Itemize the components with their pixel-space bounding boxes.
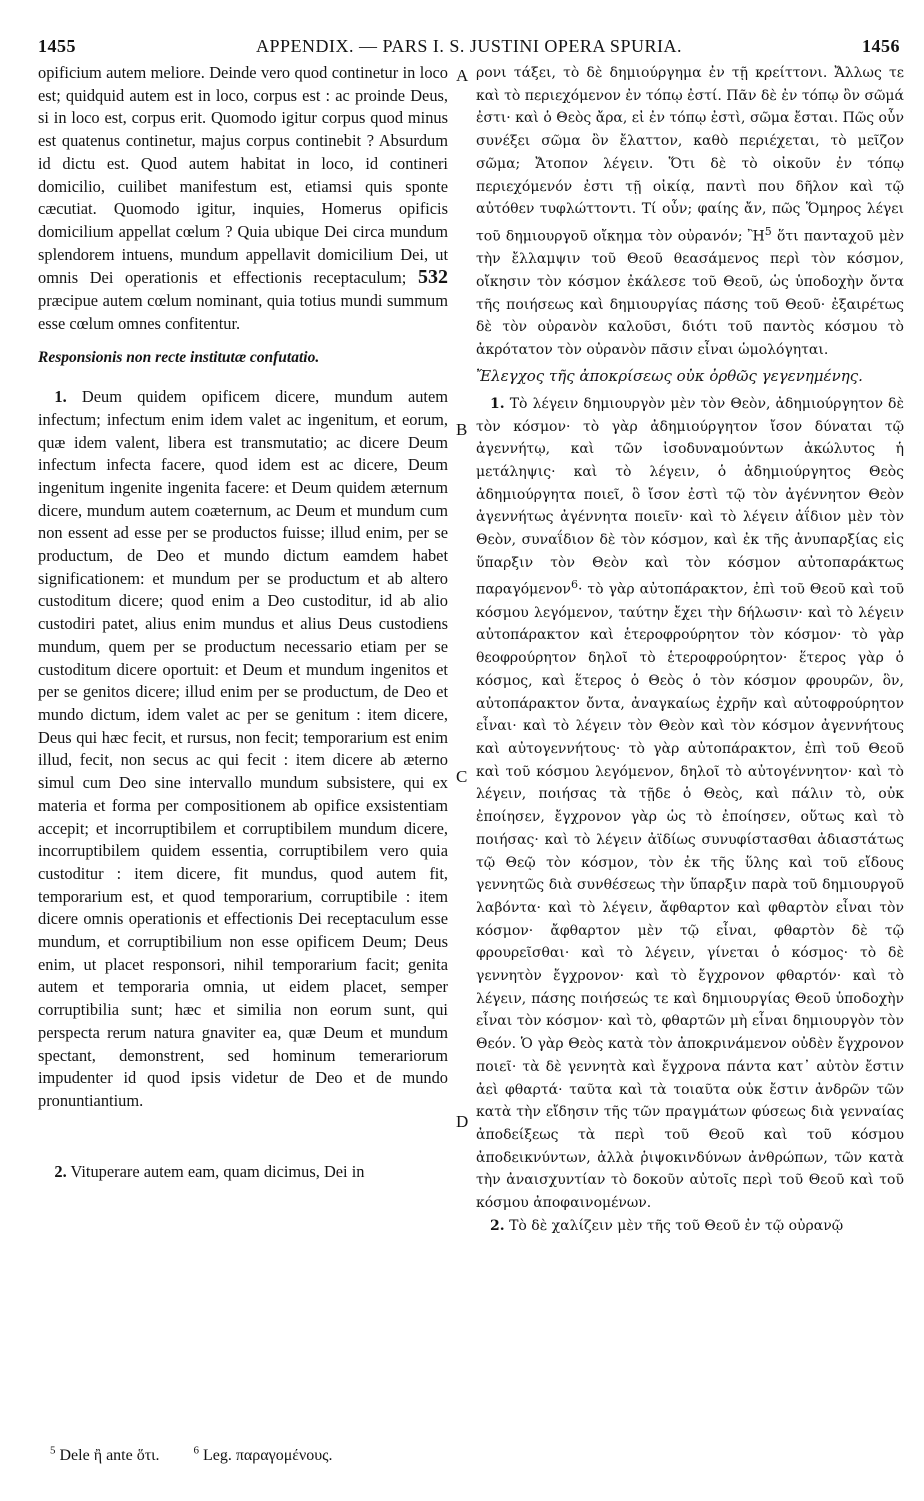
greek-intro-paragraph <box>476 62 904 362</box>
footnote-5-mark: 5 <box>50 1445 56 1457</box>
running-title: APPENDIX. — PARS I. S. JUSTINI OPERA SPURIA. <box>256 36 682 56</box>
latin-paragraph-1-number: 1. <box>54 387 67 407</box>
page-marker: 532 <box>418 266 448 289</box>
latin-intro-paragraph <box>38 62 448 335</box>
greek-paragraph-1-number: 1. <box>490 395 505 412</box>
latin-paragraph-1 <box>38 386 448 1113</box>
greek-paragraph-2-number: 2. <box>490 1217 505 1234</box>
latin-intro-text: opificium autem meliore. Deinde vero quod continetur in loco est; quidquid autem est in loco, corpus est : ac proinde Deus, si in loco est, corpus erit. Quomodo igitur corpus quod minus est quatenus continetur, majus corpus continebit ? Absurdum id dictu est. Quod autem habitat in loco, id contineri domicilio, cuilibet manifestum est, etiamsi quis sponte cæcutiat. Quomodo igitur, inquies, Homerus opificis domicilium appellat cœlum ? Quia ubique Dei circa mundum splendorem intuens, mundum appellavit domicilium Dei, ut omnis Dei operationis et effectionis receptaculum; <box>38 63 448 288</box>
footnote-6-mark: 6 <box>193 1445 199 1457</box>
greek-paragraph-1-text-b: · τὸ γὰρ αὐτοπάρακτον, ἐπὶ τοῦ Θεοῦ καὶ τοῦ κόσμου λεγόμενον, ταύτην ἔχει τὴν δήλωσιν· καὶ τὸ λέγειν αὐτοπάρακτον καὶ ἑτεροφρούρητον τὸν κόσμον· τὸ γὰρ θεοφρούρητον δηλοῖ τὸ ἑτεροφρούρητον· ἕτερος γὰρ ὁ κόσμος, καὶ ἕτερος ὁ Θεὸς ὁ τὸν κόσμον φρουρῶν, ὃν, αὐτοπάρακτον ὄντα, ἀναγκαίως ἐχρῆν καὶ αὐτοφρούρητον εἶναι· καὶ τὸ λέγειν τὸν Θεὸν καὶ τὸν κόσμον ἀγεννήτους καὶ αὐτογεννήτους· τὸ γὰρ αὐτοπάρακτον, ἐπὶ τοῦ Θεοῦ καὶ τοῦ κόσμου λεγόμενον, δηλοῖ τὸ αὐτογέννητον· καὶ τὸ λέγειν, ποιήσας τὰ τῇδε ὁ Θεὸς, καὶ πάλιν τὸ, οὐκ ἐποίησεν, ἔγχρονον γὰρ ὡς τὸ ἐποίησεν, οὕτως καὶ τὸ ποιήσας· καὶ τὸ λέγειν ἀϊδίως συνυφίστασθαι ἀδιαστάτως τῷ Θεῷ τὸν κόσμον, τὸν ἐκ τῆς ὕλης καὶ τοῦ εἴδους γεννητῶς διὰ συνθέσεως τὴν ὕπαρξιν παρὰ τοῦ δημιουργοῦ λαβόντα· καὶ τὸ λέγειν, ἄφθαρτον καὶ φθαρτὸν εἶναι τὸν κόσμον· ἄφθαρτον μὲν τῷ εἶναι, φθαρτὸν δὲ τῷ φρουρεῖσθαι· καὶ τὸ λέγειν, γίνεται ὁ κόσμος· τὸ δὲ γεννητὸν ἔγχρονον· καὶ τὸ ἔγχρονον φθαρτόν· καὶ τὸ λέγειν, πάσης ποιήσεώς τε καὶ δημιουργίας Θεοῦ ὑποδοχὴν εἶναι τὸν κόσμον· καὶ τὸ, φθαρτῶν μὴ εἶναι δημιουργὸν τὸν Θεόν. Ὁ γὰρ Θεὸς κατὰ τὸν ἀποκρινάμενον οὐδὲν ἔγχρονον ποιεῖ· τὰ δὲ γεννητὰ καὶ ἔγχρονα πάντα κατ᾽ αὐτὸν ἔστιν ἀεὶ φθαρτά· ταῦτα καὶ τὰ τοιαῦτα οὐκ ἔστιν ἀνδρῶν τῶν κατὰ τὴν εἴδησιν τῆς τῶν πραγμάτων φύσεως διὰ γενναίας ἀποδείξεως τὰ περὶ τοῦ Θεοῦ καὶ τοῦ κόσμου ἀποδεικνύντων, ἀλλὰ ῥιψοκινδύνων ἀνθρώπων, τῶν κατὰ τὴν ἀναισχυντίαν τὸ δοκοῦν αὐτοῖς περὶ τοῦ Θεοῦ καὶ τοῦ κόσμου ἀποφαινομένων. <box>476 582 904 1212</box>
page-number-left: 1455 <box>38 36 76 56</box>
latin-paragraph-2 <box>38 1161 448 1184</box>
footnote-6 <box>193 1447 332 1464</box>
latin-intro-end: præcipue autem cœlum nominant, quia totius mundi summum esse cœlum omnes confitentur. <box>38 291 448 333</box>
footnotes <box>50 1445 363 1465</box>
footnote-5-text: Dele ἢ ante ὅτι. <box>59 1447 160 1465</box>
latin-paragraph-1-text: Deum quidem opificem dicere, mundum autem infectum; infectum enim idem valet ac ingenitum, et eorum, quæ idem valent, libera est transmutatio; ac dicere Deum infectum infecta facere, quod idem est ac dicere, Deum ingenitum ingenite ingenita facere: et Deum quidem æternum dicere, mundum autem coæternum, ac Deum et mundum cum non essent ad esse per se productos fuisse; illud enim, per se productum, de Deo et mundo dictum eamdem habet significationem: et mundum per se productum et ab altero custoditum dicere; quod enim a Deo custoditur, id ab alio custodiri patet, alius enim mundus et alius Deus custodiens mundum, quem per se productum necessario etiam per se custoditum dicere oportuit: et Deum et mundum ingenitos et per se genitos dicere; illud enim per se productum, de Deo et mundo dictum, idem valet ac per se genitum : item dicere, Deus qui hæc fecit, et rursus, non fecit; temporarium est enim illud, fecit, non secus ac qui fecit : item dicere ab æterno simul cum Deo sine intervallo mundum subsistere, qui ex materia et forma per compositionem ab opifice exsistentiam accepit; et incorruptibilem et corruptibilem mundum dicere, incorruptibilem quidem essentia, corruptibilem vero quia custoditur : item dicere, fit mundus, quod autem fit, temporarium est, et quod temporarium, corruptibile : item dicere omnis operationis et effectionis Dei receptaculum esse mundum, et corruptibilium non esse opificem Deum; Deus enim, ut placet responsori, nihil temporarium facit; genita autem et temporaria omnia, ut eidem placet, semper corruptibilia sunt; hæc et similia non eorum sunt, qui perspecta rerum natura gnaviter ea, quæ Deum et mundum spectant, demonstrent, sed hominum temerariorum impudenter id quod ipsis videtur de Deo et de mundo pronuntiantium. <box>38 387 448 1110</box>
greek-paragraph-2-text: Τὸ δὲ χαλίζειν μὲν τῆς τοῦ Θεοῦ ἐν τῷ οὐρανῷ <box>509 1217 844 1234</box>
margin-letter-c: C <box>456 767 468 786</box>
running-head <box>38 36 900 60</box>
latin-paragraph-2-number: 2. <box>54 1161 67 1181</box>
greek-column <box>476 62 904 1237</box>
greek-section-heading: Ἔλεγχος τῆς ἀποκρίσεως οὐκ ὀρθῶς γεγενημένης. <box>476 366 863 385</box>
latin-paragraph-2-text: Vituperare autem eam, quam dicimus, Dei in <box>70 1161 365 1181</box>
greek-paragraph-2 <box>476 1215 904 1238</box>
greek-intro-text: ρονι τάξει, τὸ δὲ δημιούργημα ἐν τῇ κρείττονι. Ἄλλως τε καὶ τὸ περιεχόμενον ἐν τόπῳ ἐστί. Πᾶν δὲ ἐν τόπῳ ὂν σῶμά ἐστι· καὶ ὁ Θεὸς ἄρα, εἰ ἐν τόπῳ ἐστὶ, σῶμα ἔσται. Πῶς οὖν συνέξει σῶμα ὂν ἔλαττον, καθὸ περιέχεται, τὸ μεῖζον σῶμα; Ἄτοπον λέγειν. Ὅτι δὲ τὸ οἰκοῦν ἐν τόπῳ περιεχόμενόν ἐστι τῇ οἰκίᾳ, παντὶ που δῆλον καὶ τῷ αὐτόθεν τυφλώττοντι. Τί οὖν; φαίης ἄν, πῶς Ὅμηρος λέγει τοῦ δημιουργοῦ οἴκημα τὸν οὐρανόν; Ἢ <box>476 65 904 245</box>
margin-letter-d: D <box>456 1112 469 1131</box>
page-number-right: 1456 <box>862 36 900 56</box>
greek-paragraph-1 <box>476 393 904 1215</box>
footnote-5 <box>50 1447 159 1464</box>
latin-column <box>38 62 448 1183</box>
footnote-ref-5: 5 <box>764 224 772 238</box>
greek-intro-end: ὅτι πανταχοῦ μὲν τὴν ἔλλαμψιν τοῦ Θεοῦ θεασάμενος περὶ τὸν κόσμον, οἴκησιν τὸν κόσμον ἐκάλεσε τοῦ Θεοῦ, ὡς ὑποδοχὴν ὄντα τῆς ποιήσεως καὶ δημιουργίας πάσης τοῦ Θεοῦ· ἐξαιρέτως δὲ τὸν οὐρανὸν καλοῦσι, διότι τοῦ παντὸς κόσμου τὸ ἀκρότατον τὸν οὐρανὸν πᾶσιν εἶναι ὡμολόγηται. <box>476 228 904 359</box>
greek-paragraph-1-text-a: Τὸ λέγειν δημιουργὸν μὲν τὸν Θεὸν, ἀδημιούργητον δὲ τὸν κόσμον· τὸ γὰρ ἀδημιούργητον ἴσον δύναται τῷ ἀγεννήτῳ, καὶ τῶν ἰσοδυναμούντων ἀκώλυτος ἡ μετάληψις· καὶ τὸ λέγειν, ὁ ἀδημιούργητος Θεὸς ἀδημιούργητα ποιεῖ, ὃ ἴσον ἐστὶ τῷ τὸν ἀγέννητον Θεὸν ἀγεννήτως ἀγέννητα ποιεῖν· καὶ τὸ λέγειν ἀΐδιον μὲν τὸν Θεὸν, συναΐδιον δὲ τὸν κόσμον, καὶ ἐκ τῆς ἀνυπαρξίας εἰς ὕπαρξιν τὸν Θεὸν καὶ τὸν κόσμον αὐτοπαράκτως παραγόμενον <box>476 395 905 599</box>
footnote-ref-6: 6 <box>570 578 578 592</box>
margin-letter-a: A <box>456 66 469 85</box>
margin-letter-b: B <box>456 420 468 439</box>
footnote-6-text: Leg. παραγομένους. <box>202 1447 333 1465</box>
latin-section-heading: Responsionis non recte institutæ confutatio. <box>38 349 320 367</box>
